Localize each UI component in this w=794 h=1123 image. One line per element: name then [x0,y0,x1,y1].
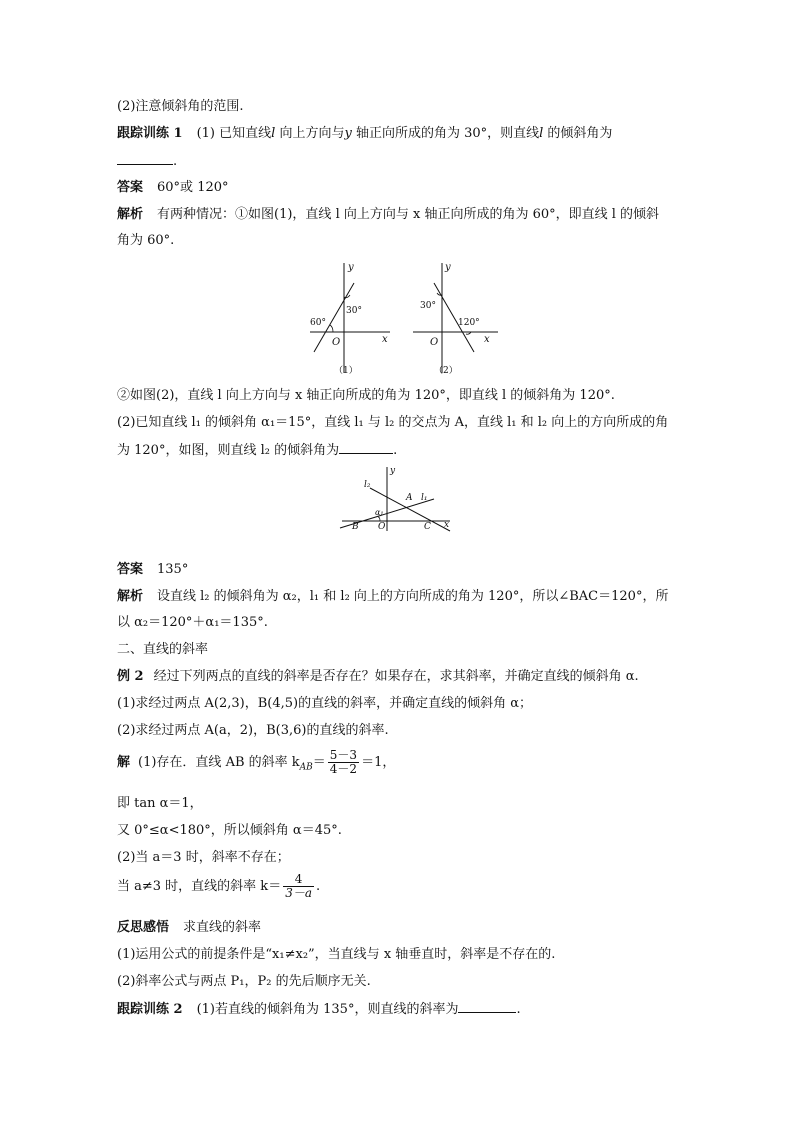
figure-3 [338,463,458,533]
fig3-point-a: A [406,493,413,503]
solution-angle: 又 0°≤α<180°，所以倾斜角 α＝45°. [117,823,342,838]
reflection-heading: 反思感悟 求直线的斜率 [117,920,262,935]
answer-1: 答案 60°或 120° [117,180,229,195]
figure-1 [300,255,400,380]
fig3-point-c: C [424,522,431,532]
section-heading-slope: 二、直线的斜率 [117,642,209,657]
answer-blank-1: . [117,152,177,171]
figure-2 [408,255,508,380]
fig1-x-label: x [382,334,388,345]
solution-part2-cont: 当 a≠3 时，直线的斜率 k＝ $\frac{4}{3-a}$ . [117,872,321,900]
fig1-angle-30: 30° [346,306,362,316]
fig1-origin-label: O [332,337,341,348]
answer-2: 答案 135° [117,562,189,577]
practice-1-q2-cont: 为 120°，如图，则直线 l₂ 的倾斜角为 . [117,443,398,458]
analysis-1-part2: ②如图(2)，直线 l 向上方向与 x 轴正向所成的角为 120°，即直线 l 的倾斜角为 120°. [117,388,615,403]
fig2-y-label: y [445,262,451,273]
fig2-origin-label: O [430,337,439,348]
example-2-question: 例 2 经过下列两点的直线的斜率是否存在？如果存在，求其斜率，并确定直线的倾斜角 α. [117,669,639,684]
fig3-line-l1: l₁ [421,493,428,503]
fig3-alpha1: α₁ [375,508,384,517]
practice-1-q2: (2)已知直线 l₁ 的倾斜角 α₁＝15°，直线 l₁ 与 l₂ 的交点为 A，直线 l₁ 和 l₂ 向上的方向所成的角 [117,415,669,430]
solution-part2: (2)当 a＝3 时，斜率不存在； [117,850,290,865]
solution-tan: 即 tan α＝1， [117,796,203,811]
fig3-x-label: x [444,520,450,530]
fig1-y-label: y [348,262,354,273]
fig3-y-label: y [390,466,396,476]
analysis-1-cont: 角为 60°. [117,233,175,248]
fig2-caption: （2） [434,366,458,376]
example-2-part1: (1)求经过两点 A(2,3)，B(4,5)的直线的斜率，并确定直线的倾斜角 α； [117,696,533,711]
fig1-angle-60: 60° [310,318,326,328]
note-angle-range: (2)注意倾斜角的范围. [117,99,244,114]
reflection-point-2: (2)斜率公式与两点 P₁，P₂ 的先后顺序无关. [117,974,371,989]
reflection-point-1: (1)运用公式的前提条件是“x₁≠x₂”，当直线与 x 轴垂直时，斜率是不存在的. [117,947,556,962]
slope-fraction-2: $\frac{4}{3-a}$ [285,872,312,900]
solution-part1: 解 (1)存在．直线 AB 的斜率 $k_{AB}=$ $\frac{5-3}{4-2}$ ＝1， [117,748,396,776]
fig2-x-label: x [484,334,490,345]
practice-1-question: 跟踪训练 1 (1) 已知直线l 向上方向与y 轴正向所成的角为 30°，则直线l 的倾斜角为 [117,126,613,141]
analysis-2: 解析 设直线 l₂ 的倾斜角为 α₂，l₁ 和 l₂ 向上的方向所成的角为 120°，所以∠BAC＝120°，所 [117,589,669,604]
fig2-angle-120: 120° [458,318,480,328]
fig1-caption: （1） [334,366,358,376]
analysis-2-cont: 以 α₂＝120°＋α₁＝135°. [117,615,268,630]
analysis-1: 解析 有两种情况：①如图(1)，直线 l 向上方向与 x 轴正向所成的角为 60°，即直线 l 的倾斜 [117,207,660,222]
fig2-angle-30: 30° [420,301,436,311]
slope-fraction: $\frac{5-3}{4-2}$ [329,748,358,776]
example-2-part2: (2)求经过两点 A(a，2)，B(3,6)的直线的斜率. [117,723,389,738]
fig3-origin-label: O [378,522,386,532]
fig3-point-b: B [352,522,359,532]
fig3-line-l2: l₂ [364,480,371,490]
practice-2-question: 跟踪训练 2 (1)若直线的倾斜角为 135°，则直线的斜率为 . [117,1002,521,1017]
